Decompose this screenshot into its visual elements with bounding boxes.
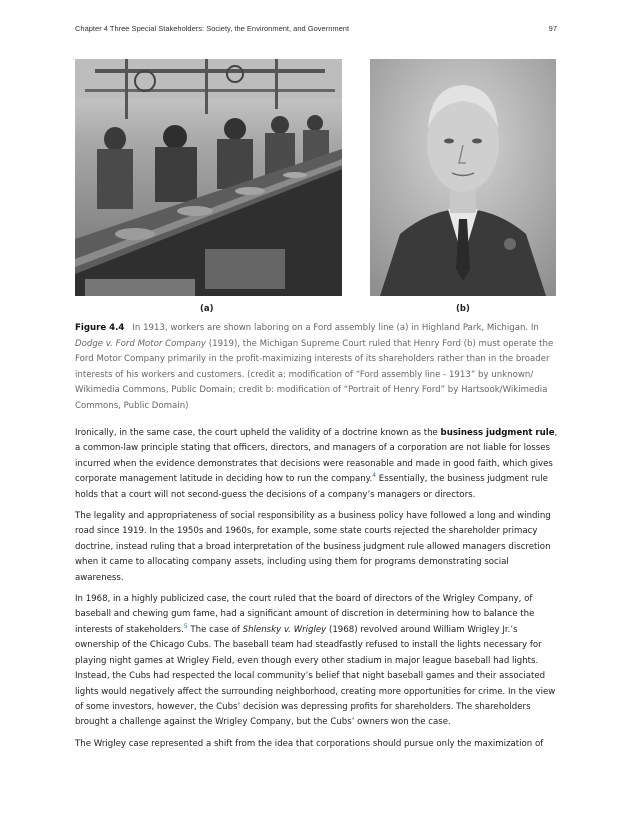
chapter-title: Chapter 4 Three Special Stakeholders: Society, the Environment, and Government	[75, 24, 350, 33]
business-judgment-rule-term: business judgment rule	[440, 428, 555, 438]
paragraph-1-text-b: , a common-law principle stating that officers, directors, and managers of a corporation are not liable for losses incurred when the evidence demonstrates that decisions were reasonable and made in good faith, which gives corporate management latitude in deciding how to run the company.	[75, 428, 558, 485]
paragraph-2: The legality and appropriateness of social responsibility as a business policy have followed a long and winding road since 1919. In the 1950s and 1960s, for example, some state courts rejected the shareholder primacy doctrine, instead ruling that a broad interpretation of the business judgment rule allowed managers discretion when it came to allocating company assets, including using them for programs demonstrating social awareness.	[75, 511, 551, 583]
page-number: 97	[548, 24, 557, 33]
paragraph-3-text-c: (1968) revolved around William Wrigley Jr.’s ownership of the Chicago Cubs. The baseball team had steadfastly refused to install the lights necessary for playing night games at Wrigley Field, even though every other stadium in major league baseball had lights. Instead, the Cubs had respected the local community’s belief that night baseball games and their associated lights would negatively affect the surrounding neighborhood, creating more opportunities for crime. In the view of some investors, however, the Cubs’ decision was depressing profits for shareholders. The shareholders brought a challenge against the Wrigley Company, but the Cubs’ owners won the case.	[75, 624, 556, 728]
paragraph-4: The Wrigley case represented a shift from the idea that corporations should pursue only the maximization of	[75, 738, 544, 749]
figure-number: Figure 4.4	[75, 323, 125, 333]
shlensky-case-name: Shlensky v. Wrigley	[242, 624, 327, 635]
paragraph-3-text-a: In 1968, in a highly publicized case, the court ruled that the board of directors of the Wrigley Company, of baseball and chewing gum fame, had a significant amount of discretion in determining how to balance the interests of stakeholders.	[75, 594, 535, 635]
paragraph-1-text-a: Ironically, in the same case, the court upheld the validity of a doctrine known as the	[75, 428, 441, 438]
footnote-4-link[interactable]: 4	[372, 472, 377, 480]
figure-caption	[75, 321, 559, 415]
assembly-line-photo	[75, 59, 342, 296]
paragraph-3	[75, 592, 559, 731]
henry-ford-portrait	[370, 59, 556, 296]
figure-label-a: (a)	[200, 304, 214, 314]
caption-case-name: Dodge v. Ford Motor Company	[75, 338, 207, 349]
body-text	[75, 426, 559, 758]
running-header	[75, 24, 557, 33]
caption-text-2: (1919), the Michigan Supreme Court ruled that Henry Ford (b) must operate the Ford Motor Company primarily in the profit-maximizing interests of its shareholders rather than in the broader interests of his workers and customers. (credit a: modification of “Ford assembly line - 1913” by unknown/ Wikimedia Commons, Public Domain; credit b: modification of “Portrait of Henry Ford” by Hartsook/Wikimedia Commons, Public Domain)	[75, 338, 554, 411]
paragraph-1	[75, 426, 559, 503]
footnote-5-link[interactable]: 5	[183, 623, 188, 631]
paragraph-1-text-c: Essentially, the business judgment rule holds that a court will not second-guess the decisions of a company’s managers or directors.	[75, 474, 548, 500]
caption-text-1: In 1913, workers are shown laboring on a Ford assembly line (a) in Highland Park, Michigan. In	[132, 323, 539, 333]
figure-label-b: (b)	[456, 304, 470, 314]
paragraph-3-text-b: The case of	[187, 624, 243, 635]
